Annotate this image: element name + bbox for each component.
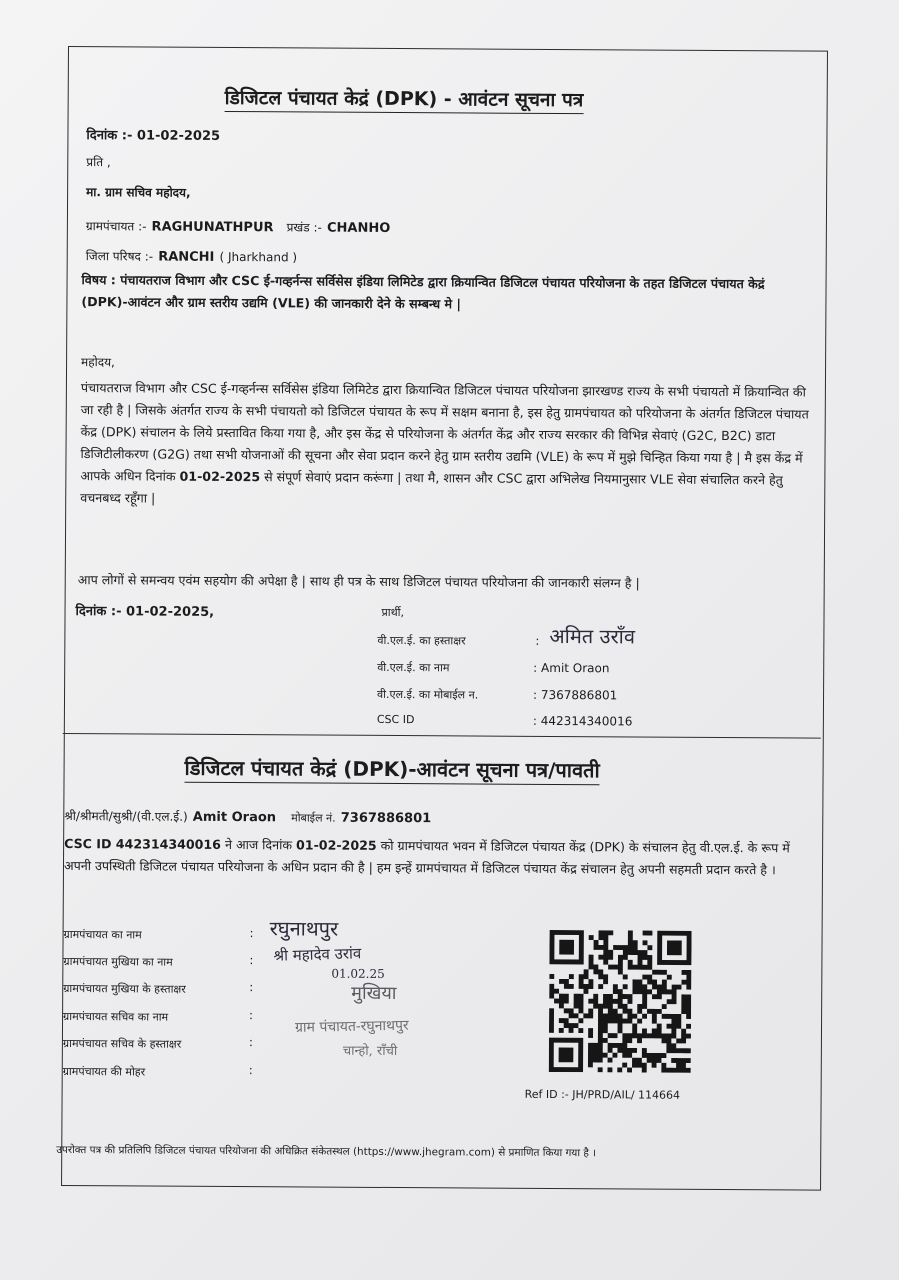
addressee-line: मा. ग्राम सचिव महोदय,	[86, 185, 191, 200]
body-text-post: से संपूर्ण सेवाएं प्रदान करूंगा | तथा मै, शासन और CSC द्वारा अभिलेख नियमानुसार VLE सेवा संचालित करने हेतु वचनबध्द रहूँगा |	[80, 469, 783, 506]
sign-date: दिनांक :- 01-02-2025,	[75, 604, 215, 620]
stamp-place-line: चान्हो, राँची	[342, 1043, 398, 1060]
prarthi-label: प्रार्थी,	[381, 605, 405, 620]
vle-sign-label: वी.एल.ई. का हस्ताक्षर	[377, 633, 466, 648]
subject-text: पंचायतराज विभाग और CSC ई-गव्हर्नन्स सर्विसेस इंडिया लिमिटेड द्वारा क्रियान्वित डिजिटल पंचायत परियोजना के तहत डिजिटल पंचायत केद्रं (DPK)-आवंटन और ग्राम स्तरीय उद्यमि (VLE) की जानकारी देने के सम्बन्ध मे |	[81, 272, 765, 312]
gp-block-line	[86, 215, 391, 236]
letter-title: डिजिटल पंचायत केद्रं (DPK) - आवंटन सूचना पत्र	[225, 84, 584, 114]
block-value: CHANHO	[326, 220, 391, 236]
subject-label: विषय :	[81, 272, 116, 288]
gp-label: ग्रामपंचायत :-	[85, 219, 147, 234]
csc-id-value: : 442314340016	[532, 713, 633, 729]
field-sachiv-name-label: ग्रामपंचायत सचिव का नाम	[63, 1009, 169, 1024]
closing-line: आप लोगों से समन्वय एवंम सहयोग की अपेक्षा है | साथ ही पत्र के साथ डिजिटल पंचायत परियोजना की जानकारी संलग्न है |	[77, 572, 640, 591]
letter-date: दिनांक :- 01-02-2025	[86, 128, 221, 144]
receipt-body	[64, 833, 808, 882]
district-value: RANCHI	[158, 249, 215, 265]
handwritten-mukhiya-name: श्री महादेव उरांव	[273, 944, 362, 965]
mobile-label: मोबाईल नं.	[291, 811, 336, 825]
receipt-csc-id: CSC ID 442314340016	[64, 835, 222, 852]
receipt-date: 01-02-2025	[296, 837, 377, 853]
field-sachiv-sign-colon: :	[248, 1035, 254, 1050]
footer-note: उपरोक्त पत्र की प्रतिलिपि डिजिटल पंचायत परियोजना की अधिक्रित संकेतस्थल (https://www.jhegram.com) से प्रमाणित किया गया है ।	[56, 1143, 597, 1160]
block-label: प्रखंड :-	[286, 220, 322, 235]
field-gp-name-colon: :	[249, 926, 254, 941]
district-line	[86, 245, 297, 265]
letter-frame	[56, 46, 828, 1191]
vle-mobile-label: वी.एल.ई. का मोबाईल न.	[377, 687, 479, 702]
stamp-mukhiya: मुखिया	[351, 982, 397, 1005]
prati-line: प्रति ,	[86, 155, 111, 170]
vle-name-value: : Amit Oraon	[533, 660, 610, 676]
name-prefix: श्री/श्रीमती/सुश्री/(वी.एल.ई.)	[64, 808, 188, 824]
field-gp-name-label: ग्रामपंचायत का नाम	[63, 927, 142, 942]
qr-code-icon	[549, 930, 692, 1073]
field-mukhiya-name-label: ग्रामपंचायत मुखिया का नाम	[63, 954, 173, 969]
district-label: जिला परिषद :-	[85, 249, 154, 264]
field-mukhiya-sign-colon: :	[249, 980, 254, 995]
field-sachiv-name-colon: :	[249, 1008, 254, 1023]
vle-mobile: 7367886801	[340, 810, 432, 827]
body-text-pre: पंचायतराज विभाग और CSC ई-गव्हर्नन्स सर्विसेस इंडिया लिमिटेड द्वारा क्रियान्वित डिजिटल पंचायत परियोजना झारखण्ड राज्य के सभी पंचायतो में क्रियान्वित की जा रही है | जिसके अंतर्गत राज्य के सभी पंचायतो को डिजिटल पंचायत के रूप में सक्षम बनाना है, इस हेतु ग्रामपंचायत को परियोजना के अंतर्गत डिजिटल पंचायत केंद्र (DPK) संचालन के लिये प्रस्तावित किया गया है, और इस केंद्र से परियोजना के अंतर्गत केंद्र और राज्य सरकार की विभिन्न सेवाएं (G2C, B2C) डाटा डिजिटीलीकरण (G2G) तथा सभी योजनाओं की सूचना और सेवा प्रदान करने हेतु ग्राम स्तरीय उद्यमि (VLE) के रूप में मुझे चिन्हित किया गया है | मै इस केंद्र में आपके अधिन दिनांक	[80, 380, 809, 484]
field-mukhiya-sign-label: ग्रामपंचायत मुखिया के हस्ताक्षर	[63, 981, 186, 996]
vle-mobile-value: : 7367886801	[533, 687, 618, 703]
gp-value: RAGHUNATHPUR	[151, 219, 274, 236]
body-date: 01-02-2025	[179, 468, 261, 485]
vle-name-label: वी.एल.ई. का नाम	[377, 660, 450, 675]
handwritten-gp-name: रघुनाथपुर	[269, 916, 339, 941]
handwritten-date: 01.02.25	[331, 966, 385, 981]
subject-paragraph	[81, 269, 793, 317]
field-sachiv-sign-label: ग्रामपंचायत सचिव के हस्ताक्षर	[62, 1036, 182, 1051]
receipt-body-rest: को ग्रामपंचायत भवन में डिजिटल पंचायत केंद्र (DPK) के संचालन हेतु वी.एल.ई. के रूप में अपनी उपस्थिती डिजिटल पंचायत परियोजना के अधिन प्रदान की है | हम इन्हें ग्रामपंचायत में डिजिटल पंचायत केंद्र संचालन हेतु अपनी सहमती प्रदान करते है ।	[63, 837, 790, 878]
stamp-gp-line: ग्राम पंचायत-रघुनाथपुर	[294, 1017, 409, 1036]
field-mukhiya-name-colon: :	[249, 953, 254, 968]
receipt-name-line	[64, 805, 431, 826]
field-seal-colon: :	[248, 1063, 253, 1078]
vle-name: Amit Oraon	[192, 809, 277, 826]
salutation: महोदय,	[81, 355, 115, 370]
state-value: ( Jharkhand )	[219, 249, 298, 265]
vle-sign-colon: :	[535, 633, 540, 648]
vle-signature: अमित उराँव	[549, 623, 636, 649]
receipt-body-mid: ने आज दिनांक	[220, 836, 297, 853]
body-paragraph	[80, 377, 811, 513]
csc-id-label: CSC ID	[376, 712, 415, 727]
section-divider	[63, 733, 821, 739]
reference-id: Ref ID :- JH/PRD/AIL/ 114664	[524, 1087, 681, 1102]
receipt-title: डिजिटल पंचायत केद्रं (DPK)-आवंटन सूचना पत्र/पावती	[185, 754, 600, 786]
field-seal-label: ग्रामपंचायत की मोहर	[62, 1064, 146, 1079]
